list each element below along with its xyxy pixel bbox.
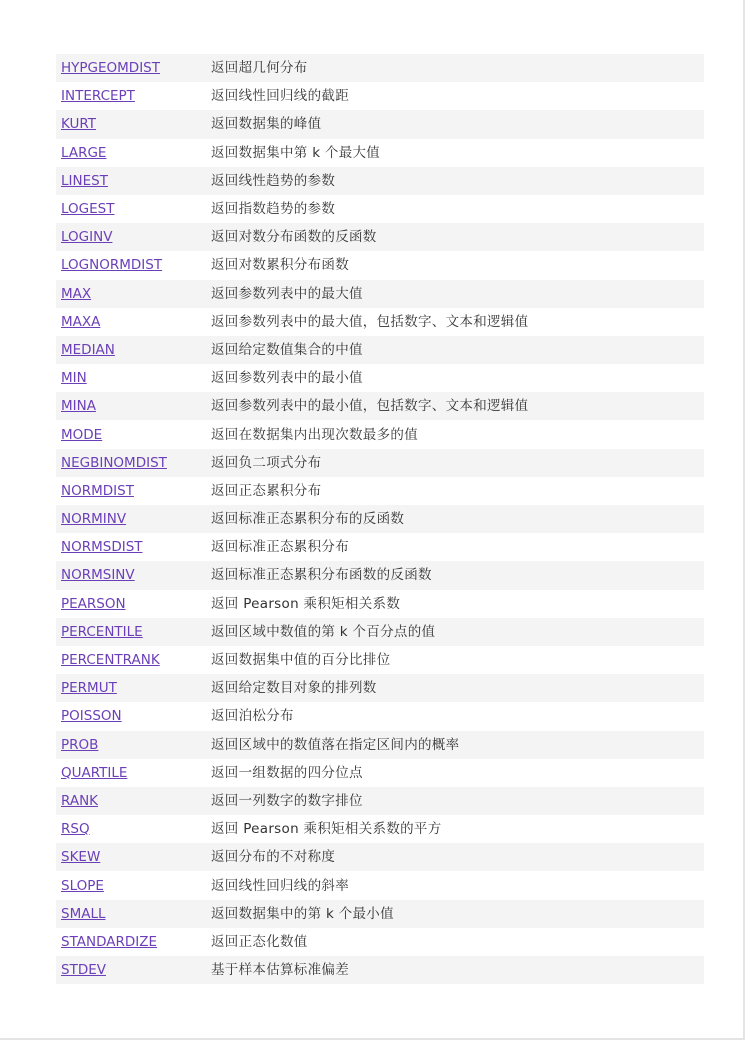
function-description: 基于样本估算标准偏差 bbox=[211, 956, 704, 984]
function-row bbox=[56, 787, 704, 815]
function-description: 返回正态化数值 bbox=[211, 928, 704, 956]
function-row bbox=[56, 477, 704, 505]
function-name-link[interactable]: MAX bbox=[61, 285, 92, 302]
function-name-cell bbox=[56, 167, 211, 195]
function-name-cell bbox=[56, 590, 211, 618]
function-name-cell bbox=[56, 956, 211, 984]
function-row bbox=[56, 392, 704, 420]
function-description: 返回一组数据的四分位点 bbox=[211, 759, 704, 787]
function-name-link[interactable]: SMALL bbox=[61, 905, 106, 922]
function-row bbox=[56, 843, 704, 871]
function-description: 返回区域中数值的第 k 个百分点的值 bbox=[211, 618, 704, 646]
function-name-link[interactable]: MIN bbox=[61, 370, 87, 387]
function-name-link[interactable]: PERMUT bbox=[61, 680, 117, 697]
function-name-link[interactable]: NORMSDIST bbox=[61, 539, 143, 556]
function-name-cell bbox=[56, 759, 211, 787]
function-name-link[interactable]: PERCENTILE bbox=[61, 623, 143, 640]
function-name-cell bbox=[56, 308, 211, 336]
function-name-link[interactable]: NORMINV bbox=[61, 511, 127, 528]
function-row bbox=[56, 731, 704, 759]
function-description: 返回数据集中的第 k 个最小值 bbox=[211, 900, 704, 928]
function-name-cell bbox=[56, 82, 211, 110]
function-row bbox=[56, 336, 704, 364]
function-description: 返回标准正态累积分布 bbox=[211, 533, 704, 561]
function-name-link[interactable]: MAXA bbox=[61, 313, 101, 330]
function-description: 返回分布的不对称度 bbox=[211, 843, 704, 871]
function-description: 返回区域中的数值落在指定区间内的概率 bbox=[211, 731, 704, 759]
function-description: 返回线性趋势的参数 bbox=[211, 167, 704, 195]
function-description: 返回指数趋势的参数 bbox=[211, 195, 704, 223]
function-row bbox=[56, 618, 704, 646]
function-row bbox=[56, 280, 704, 308]
function-name-link[interactable]: LOGEST bbox=[61, 201, 115, 218]
function-row bbox=[56, 871, 704, 899]
function-name-link[interactable]: MODE bbox=[61, 426, 103, 443]
function-description: 返回标准正态累积分布函数的反函数 bbox=[211, 561, 704, 589]
function-description: 返回参数列表中的最大值 bbox=[211, 280, 704, 308]
function-row bbox=[56, 900, 704, 928]
function-name-cell bbox=[56, 195, 211, 223]
function-name-link[interactable]: PEARSON bbox=[61, 595, 126, 612]
function-row bbox=[56, 364, 704, 392]
function-row bbox=[56, 82, 704, 110]
function-description: 返回线性回归线的截距 bbox=[211, 82, 704, 110]
function-name-cell bbox=[56, 928, 211, 956]
function-row bbox=[56, 815, 704, 843]
function-row bbox=[56, 308, 704, 336]
function-name-cell bbox=[56, 900, 211, 928]
function-name-link[interactable]: NEGBINOMDIST bbox=[61, 454, 167, 471]
function-row bbox=[56, 505, 704, 533]
function-name-link[interactable]: POISSON bbox=[61, 708, 122, 725]
function-name-link[interactable]: LARGE bbox=[61, 144, 107, 161]
function-description: 返回 Pearson 乘积矩相关系数的平方 bbox=[211, 815, 704, 843]
function-row bbox=[56, 590, 704, 618]
function-description: 返回标准正态累积分布的反函数 bbox=[211, 505, 704, 533]
function-description: 返回对数分布函数的反函数 bbox=[211, 223, 704, 251]
function-name-cell bbox=[56, 223, 211, 251]
function-name-cell bbox=[56, 110, 211, 138]
function-row bbox=[56, 223, 704, 251]
function-name-link[interactable]: PERCENTRANK bbox=[61, 652, 160, 669]
function-description: 返回在数据集内出现次数最多的值 bbox=[211, 420, 704, 448]
function-row bbox=[56, 54, 704, 82]
function-description: 返回一列数字的数字排位 bbox=[211, 787, 704, 815]
function-name-link[interactable]: MINA bbox=[61, 398, 96, 415]
function-description: 返回超几何分布 bbox=[211, 54, 704, 82]
function-name-link[interactable]: RANK bbox=[61, 792, 99, 809]
function-name-cell bbox=[56, 787, 211, 815]
function-description: 返回给定数值集合的中值 bbox=[211, 336, 704, 364]
function-name-link[interactable]: NORMSINV bbox=[61, 567, 135, 584]
function-name-cell bbox=[56, 505, 211, 533]
function-description: 返回泊松分布 bbox=[211, 702, 704, 730]
function-description: 返回参数列表中的最小值，包括数字、文本和逻辑值 bbox=[211, 392, 704, 420]
function-name-cell bbox=[56, 420, 211, 448]
function-name-link[interactable]: STDEV bbox=[61, 962, 106, 979]
function-name-cell bbox=[56, 139, 211, 167]
function-name-link[interactable]: MEDIAN bbox=[61, 341, 115, 358]
function-row bbox=[56, 928, 704, 956]
function-name-link[interactable]: STANDARDIZE bbox=[61, 933, 158, 950]
function-description: 返回给定数目对象的排列数 bbox=[211, 674, 704, 702]
function-name-cell bbox=[56, 533, 211, 561]
function-row bbox=[56, 449, 704, 477]
function-row bbox=[56, 956, 704, 984]
function-name-link[interactable]: QUARTILE bbox=[61, 764, 128, 781]
function-name-cell bbox=[56, 702, 211, 730]
function-name-cell bbox=[56, 561, 211, 589]
function-row bbox=[56, 702, 704, 730]
function-name-link[interactable]: PROB bbox=[61, 736, 99, 753]
function-row bbox=[56, 139, 704, 167]
function-name-cell bbox=[56, 477, 211, 505]
function-name-link[interactable]: RSQ bbox=[61, 821, 90, 838]
function-name-link[interactable]: LINEST bbox=[61, 172, 108, 189]
function-name-cell bbox=[56, 251, 211, 279]
function-description: 返回对数累积分布函数 bbox=[211, 251, 704, 279]
function-row bbox=[56, 561, 704, 589]
function-description: 返回线性回归线的斜率 bbox=[211, 871, 704, 899]
function-row bbox=[56, 110, 704, 138]
function-row bbox=[56, 420, 704, 448]
function-name-link[interactable]: LOGNORMDIST bbox=[61, 257, 163, 274]
function-name-link[interactable]: LOGINV bbox=[61, 229, 113, 246]
function-name-link[interactable]: SKEW bbox=[61, 849, 101, 866]
function-name-link[interactable]: INTERCEPT bbox=[61, 88, 135, 105]
function-name-cell bbox=[56, 731, 211, 759]
function-name-cell bbox=[56, 871, 211, 899]
function-name-cell bbox=[56, 336, 211, 364]
function-table-body bbox=[56, 54, 704, 984]
function-row bbox=[56, 251, 704, 279]
function-row bbox=[56, 759, 704, 787]
function-name-cell bbox=[56, 674, 211, 702]
function-name-cell bbox=[56, 646, 211, 674]
function-name-cell bbox=[56, 815, 211, 843]
function-name-cell bbox=[56, 449, 211, 477]
function-name-cell bbox=[56, 364, 211, 392]
function-name-link[interactable]: NORMDIST bbox=[61, 482, 134, 499]
function-row bbox=[56, 167, 704, 195]
function-table bbox=[56, 54, 704, 984]
function-row bbox=[56, 646, 704, 674]
function-description: 返回正态累积分布 bbox=[211, 477, 704, 505]
function-row bbox=[56, 195, 704, 223]
function-description: 返回数据集的峰值 bbox=[211, 110, 704, 138]
function-description: 返回负二项式分布 bbox=[211, 449, 704, 477]
function-description: 返回参数列表中的最小值 bbox=[211, 364, 704, 392]
function-description: 返回数据集中值的百分比排位 bbox=[211, 646, 704, 674]
function-name-cell bbox=[56, 392, 211, 420]
function-name-cell bbox=[56, 843, 211, 871]
function-name-cell bbox=[56, 280, 211, 308]
function-description: 返回 Pearson 乘积矩相关系数 bbox=[211, 590, 704, 618]
function-name-cell bbox=[56, 54, 211, 82]
function-name-link[interactable]: KURT bbox=[61, 116, 97, 133]
function-description: 返回数据集中第 k 个最大值 bbox=[211, 139, 704, 167]
function-name-link[interactable]: SLOPE bbox=[61, 877, 104, 894]
function-description: 返回参数列表中的最大值，包括数字、文本和逻辑值 bbox=[211, 308, 704, 336]
function-row bbox=[56, 533, 704, 561]
function-row bbox=[56, 674, 704, 702]
function-name-cell bbox=[56, 618, 211, 646]
function-name-link[interactable]: HYPGEOMDIST bbox=[61, 60, 160, 77]
